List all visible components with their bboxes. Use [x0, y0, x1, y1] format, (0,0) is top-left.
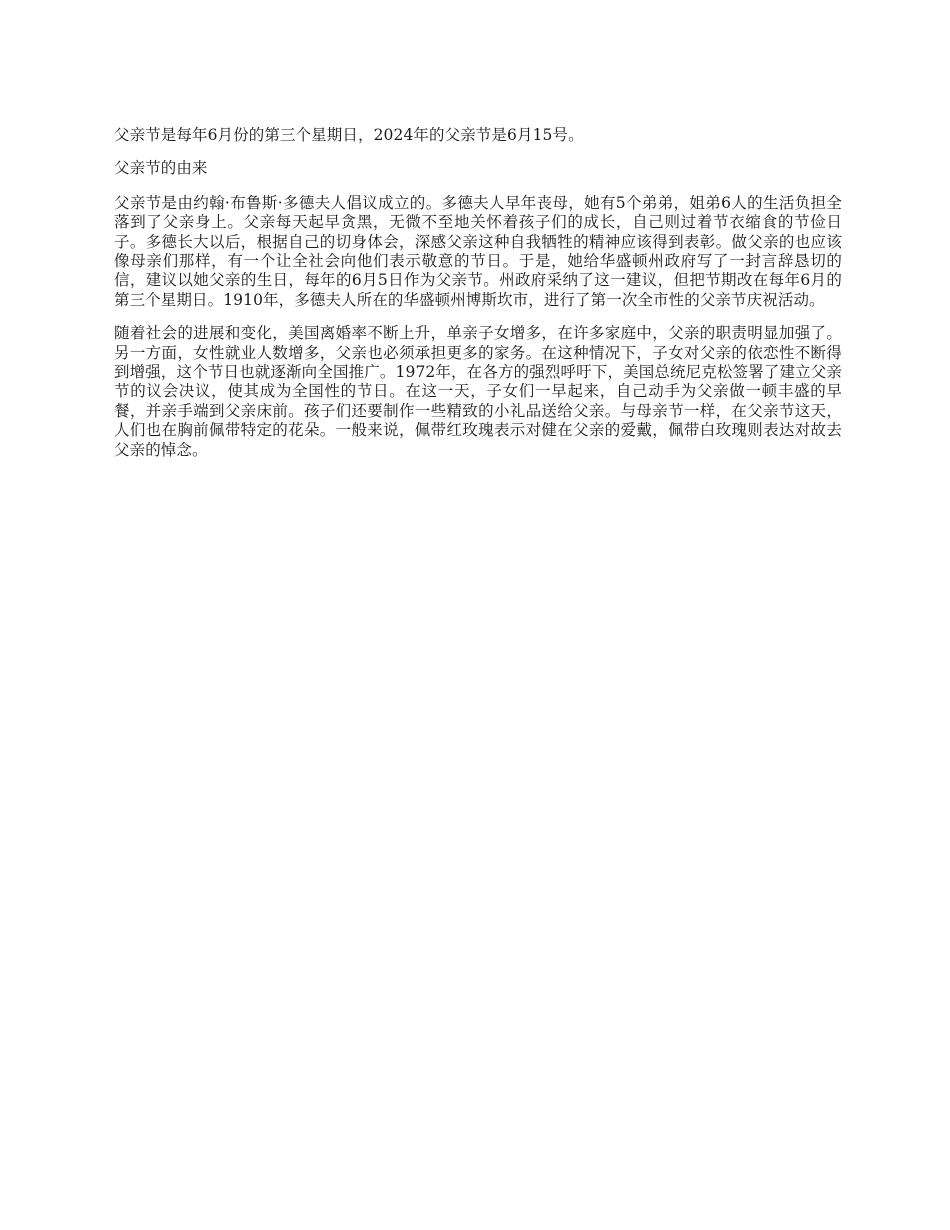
- origin-paragraph: 父亲节是由约翰·布鲁斯·多德夫人倡议成立的。多德夫人早年丧母，她有5个弟弟，姐弟6人的生活负担全落到了父亲身上。父亲每天起早贪黑，无微不至地关怀着孩子们的成长，自己则过着节衣缩食的节俭日子。多德长大以后，根据自己的切身体会，深感父亲这种自我牺牲的精神应该得到表彰。做父亲的也应该像母亲们那样，有一个让全社会向他们表示敬意的节日。于是，她给华盛顿州政府写了一封言辞恳切的信，建议以她父亲的生日，每年的6月5日作为父亲节。州政府采纳了这一建议，但把节期改在每年6月的第三个星期日。1910年，多德夫人所在的华盛顿州博斯坎市，进行了第一次全市性的父亲节庆祝活动。: [114, 193, 842, 309]
- intro-paragraph: 父亲节是每年6月份的第三个星期日，2024年的父亲节是6月15号。: [114, 126, 584, 144]
- document-page: [114, 126, 842, 474]
- development-paragraph: 随着社会的进展和变化，美国离婚率不断上升，单亲子女增多，在许多家庭中，父亲的职责明显加强了。另一方面，女性就业人数增多，父亲也必须承担更多的家务。在这种情况下，子女对父亲的依恋性不断得到增强，这个节日也就逐渐向全国推广。1972年，在各方的强烈呼吁下，美国总统尼克松签署了建立父亲节的议会决议，使其成为全国性的节日。在这一天，子女们一早起来，自己动手为父亲做一顿丰盛的早餐，并亲手端到父亲床前。孩子们还要制作一些精致的小礼品送给父亲。与母亲节一样，在父亲节这天，人们也在胸前佩带特定的花朵。一般来说，佩带红玫瑰表示对健在父亲的爱戴，佩带白玫瑰则表达对故去父亲的悼念。: [114, 324, 842, 459]
- section-heading: 父亲节的由来: [114, 159, 208, 178]
